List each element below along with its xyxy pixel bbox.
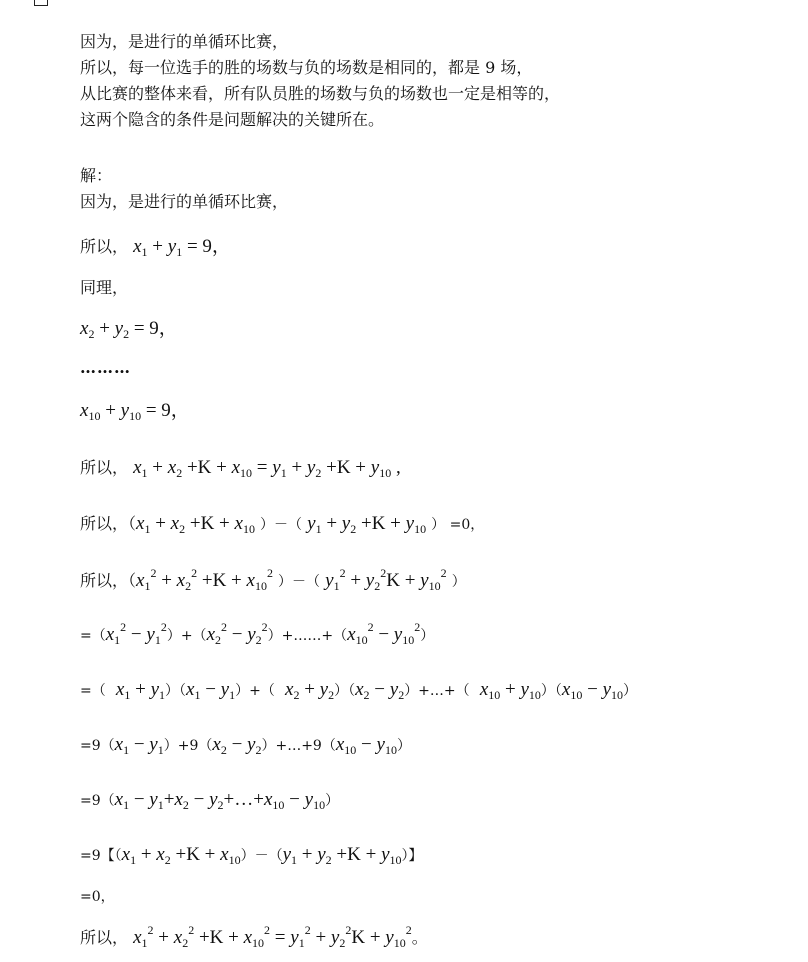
solution-label: 解： xyxy=(80,166,113,185)
tail-zero: ） =0， xyxy=(431,517,485,533)
ellipsis: ……… xyxy=(80,358,131,377)
nine-open: =9（ xyxy=(80,793,115,809)
equation-nine-grouped: $=9(x_1 - y_1+x_2$ − $y_2+\dots+x_{10} - y_{10}$） xyxy=(80,789,340,812)
equation-sum-equal: 所以， $x_1 + x_2 +K + x_{10} = y_1 + y_2 +K + y_{10}$ , xyxy=(80,457,401,480)
eq-nine: = 9， xyxy=(145,400,190,421)
equation-factorized: =（ $x_1 + y_1)(x_1 - y_1)+$（ $x_2 + y_2)(x_2$ − $y_2)+\dots+$（ $x_{10} + y_{10})(x_{10} - y_{10})$ xyxy=(80,679,638,702)
equation-zero: =0， xyxy=(80,889,115,905)
so-paren-label: 所以，（ xyxy=(80,571,137,590)
nine-open: =9（ xyxy=(80,738,115,754)
same-reason-label: 同理， xyxy=(80,278,129,297)
eq-nine: = 9， xyxy=(133,318,178,339)
solution-line-1: 因为，是进行的单循环比赛， xyxy=(80,192,289,211)
period: 。 xyxy=(411,928,428,947)
corner-box xyxy=(34,0,48,6)
equation-nine-bracket: =9【$(x_1 + x_2 +K + x_{10})-(y_1 + y_2 +K + y_{10})$】 xyxy=(80,844,423,867)
intro-line-1: 因为，是进行的单循环比赛， xyxy=(80,32,289,51)
bracket-close: ）】 xyxy=(401,848,423,864)
equation-difference-zero: 所以，（$x_1 + x_2 +K + x_{10}$ ）－（ $y_1 + y_2 +K + y_{10}$ ） =0， xyxy=(80,513,485,536)
so-paren-label: 所以，（ xyxy=(80,514,137,533)
eq-nine: = 9， xyxy=(186,236,231,257)
intro-line-3: 从比赛的整体来看，所有队员胜的场数与负的场数也一定是相等的， xyxy=(80,84,561,103)
so-label: 所以， xyxy=(80,458,129,477)
intro-line-2: 所以，每一位选手的胜的场数与负的场数是相同的，都是 9 场， xyxy=(80,58,533,77)
so-label: 所以， xyxy=(80,237,129,256)
equation-x10-y10: $x_{10} + y_{10} = 9$， xyxy=(80,400,190,423)
equation-expand-diff-squares: $=(x_1^2 - y_1^2)+(x_2^2$ − $y_2^2)+\dots\dots+(x_{10}^2 - y_{10}^2)$ xyxy=(80,620,435,647)
equation-conclusion: 所以， $x_1^2 + x_2^2 +K + x_{10}^2 = y_1^2 + y_2^2K + y_{10}^2$。 xyxy=(80,923,428,950)
eq-open: =（ xyxy=(80,628,106,644)
so-label: 所以， xyxy=(80,928,129,947)
equation-x1-y1: 所以， $x_1 + y_1 = 9$， xyxy=(80,236,231,259)
nine-bracket-open: =9【（ xyxy=(80,848,122,864)
intro-line-4: 这两个隐含的条件是问题解决的关键所在。 xyxy=(80,110,385,129)
equation-x2-y2: $x_2 + y_2 = 9$， xyxy=(80,318,178,341)
eq-open: =（ xyxy=(80,683,106,699)
equation-nine-times: $=9(x_1 - y_1)+9(x_2$ − $y_2)+\dots+9(x_{10} - y_{10})$ xyxy=(80,734,411,757)
equation-squares: 所以，（$x_1^2 + x_2^2 +K + x_{10}^2$ ）－（ $y_1^2 + y_2^2K + y_{10}^2$ ） xyxy=(80,566,466,593)
